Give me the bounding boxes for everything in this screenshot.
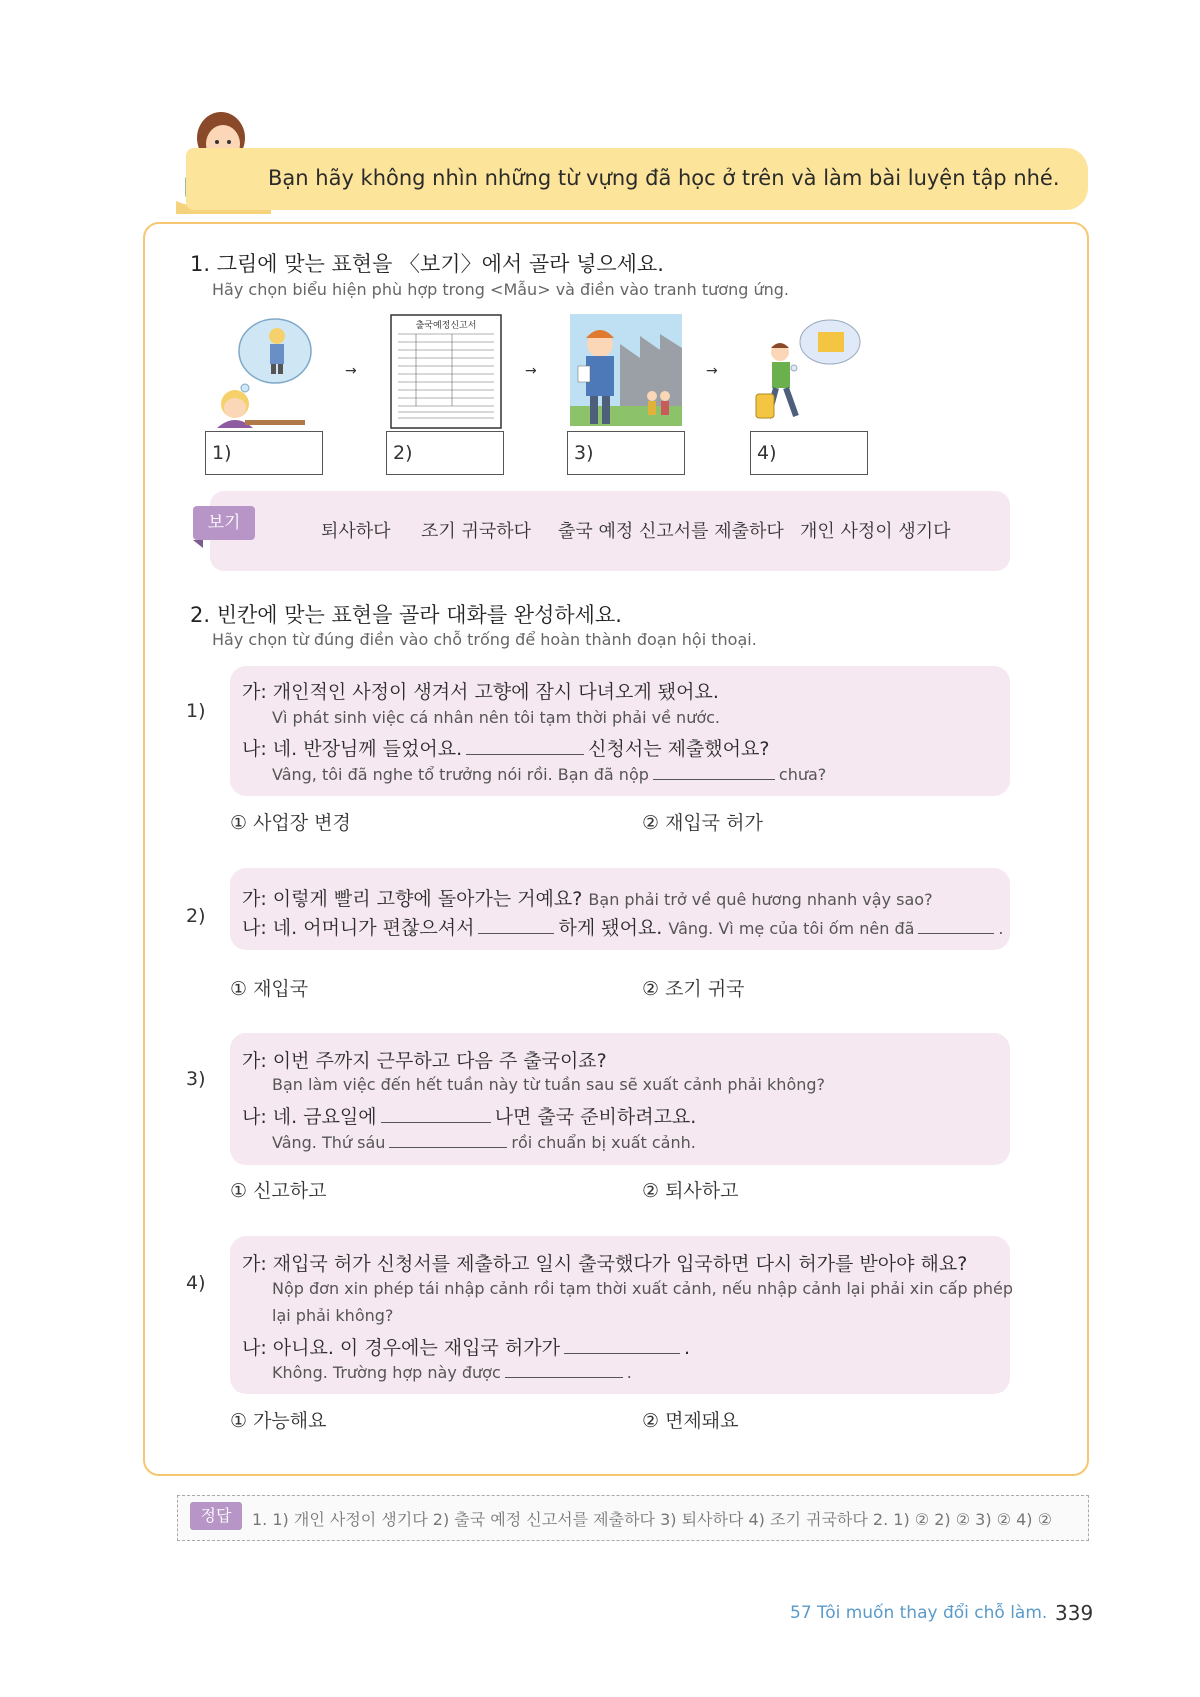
item-3-option-1[interactable]: ① 신고하고 (230, 1180, 327, 1202)
picture-thinking-man (205, 316, 315, 428)
answer-box-1[interactable] (205, 431, 323, 475)
example-word-1: 퇴사하다 (321, 521, 391, 542)
item-1-translation-blank (653, 778, 775, 780)
item-2-speaker-b (242, 913, 1004, 940)
item-3-speaker-b (242, 1102, 696, 1129)
q2-subtitle: Hãy chọn từ đúng điền vào chỗ trống để hoàn thành đoạn hội thoại. (212, 630, 757, 649)
item-3-speaker-b-part2: 나면 출국 준비하려고요. (494, 1106, 697, 1128)
answer-box-4[interactable] (750, 431, 868, 475)
item-3-translation-part2: rồi chuẩn bị xuất cảnh. (511, 1133, 696, 1152)
item-2-option-1[interactable]: ① 재입국 (230, 978, 309, 1000)
item-1-speaker-b-translation (272, 765, 826, 784)
item-3-speaker-b-translation (272, 1133, 696, 1152)
item-3-translation-blank (389, 1146, 507, 1148)
item-4-translation-blank (505, 1376, 623, 1378)
arrow-1: → (345, 363, 357, 379)
banner-text: Bạn hãy không nhìn những từ vựng đã học ở trên và làm bài luyện tập nhé. (268, 166, 1060, 190)
item-4-option-1[interactable]: ① 가능해요 (230, 1410, 327, 1432)
item-2-speaker-a (242, 884, 933, 911)
item-1-option-1[interactable]: ① 사업장 변경 (230, 812, 351, 834)
picture-traveler-home (750, 318, 862, 426)
example-word-2: 조기 귀국하다 (421, 521, 532, 542)
item-1-option-2[interactable]: ② 재입국 허가 (642, 812, 763, 834)
item-4-speaker-b (242, 1333, 690, 1360)
example-tab-fold (193, 540, 203, 548)
item-1-translation-part2: chưa? (778, 765, 827, 784)
answer-box-1-label: 1) (212, 442, 232, 464)
item-3-speaker-a-translation: Bạn làm việc đến hết tuần này từ tuần sau sẽ xuất cảnh phải không? (272, 1075, 826, 1094)
form-heading: 출국예정신고서 (415, 321, 477, 331)
page-number: 339 (1055, 1601, 1094, 1625)
item-1-speaker-a-translation: Vì phát sinh việc cá nhân nên tôi tạm thời phải về nước. (272, 708, 720, 727)
answer-box-3[interactable] (567, 431, 685, 475)
item-2-speaker-a-korean: 가: 이렇게 빨리 고향에 돌아가는 거예요? (242, 888, 583, 910)
item-1-translation-part1: Vâng, tôi đã nghe tổ trưởng nói rồi. Bạn đã nộp (272, 765, 649, 784)
item-1-number: 1) (186, 700, 206, 722)
item-3-translation-part1: Vâng. Thứ sáu (272, 1133, 386, 1152)
picture-departure-form (390, 314, 502, 429)
q2-title: 2. 빈칸에 맞는 표현을 골라 대화를 완성하세요. (190, 603, 622, 627)
item-1-speaker-a: 가: 개인적인 사정이 생겨서 고향에 잠시 다녀오게 됐어요. (242, 681, 719, 703)
item-2-translation-part2: . (998, 919, 1004, 938)
answer-box-3-label: 3) (574, 442, 594, 464)
item-3-number: 3) (186, 1068, 206, 1090)
picture-worker-factory (570, 314, 682, 426)
item-4-speaker-a-translation-line1: Nộp đơn xin phép tái nhập cảnh rồi tạm thời xuất cảnh, nếu nhập cảnh lại phải xin cấp phép (272, 1279, 1014, 1298)
item-4-speaker-a-translation-line2: lại phải không? (272, 1306, 394, 1325)
arrow-2: → (525, 363, 537, 379)
answer-key-label: 정답 (190, 1502, 242, 1530)
example-word-3: 출국 예정 신고서를 제출하다 (558, 521, 784, 542)
item-4-option-2[interactable]: ② 면제돼요 (642, 1410, 739, 1432)
answer-box-2[interactable] (386, 431, 504, 475)
item-1-speaker-b-part2: 신청서는 제출했어요? (588, 738, 770, 760)
answer-box-4-label: 4) (757, 442, 777, 464)
arrow-3: → (706, 363, 718, 379)
item-3-speaker-a: 가: 이번 주까지 근무하고 다음 주 출국이죠? (242, 1050, 607, 1072)
item-4-number: 4) (186, 1272, 206, 1294)
item-4-speaker-a: 가: 재입국 허가 신청서를 제출하고 일시 출국했다가 입국하면 다시 허가를 받아야 해요? (242, 1253, 968, 1275)
item-2-translation-blank (918, 932, 994, 934)
item-4-blank[interactable] (564, 1352, 680, 1354)
item-2-translation-part1: Vâng. Vì mẹ của tôi ốm nên đã (668, 919, 915, 938)
answer-box-2-label: 2) (393, 442, 413, 464)
q1-subtitle: Hãy chọn biểu hiện phù hợp trong <Mẫu> và điền vào tranh tương ứng. (212, 280, 789, 299)
item-4-translation-part2: . (626, 1363, 632, 1382)
item-1-speaker-b (242, 734, 769, 761)
q1-title: 1. 그림에 맞는 표현을 〈보기〉에서 골라 넣으세요. (190, 252, 664, 276)
item-4-speaker-b-part1: 나: 아니요. 이 경우에는 재입국 허가가 (242, 1337, 560, 1359)
item-2-speaker-b-part2: 하게 됐어요. (558, 917, 663, 939)
item-1-speaker-b-part1: 나: 네. 반장님께 들었어요. (242, 738, 463, 760)
item-2-number: 2) (186, 905, 206, 927)
item-3-option-2[interactable]: ② 퇴사하고 (642, 1180, 739, 1202)
item-4-speaker-b-translation (272, 1363, 632, 1382)
item-3-speaker-b-part1: 나: 네. 금요일에 (242, 1106, 377, 1128)
item-2-option-2[interactable]: ② 조기 귀국 (642, 978, 745, 1000)
item-1-blank[interactable] (466, 753, 584, 755)
item-4-speaker-b-part2: . (683, 1337, 690, 1359)
item-2-speaker-b-part1: 나: 네. 어머니가 편찮으셔서 (242, 917, 475, 939)
item-2-blank[interactable] (478, 932, 554, 934)
answer-key-text: 1. 1) 개인 사정이 생기다 2) 출국 예정 신고서를 제출하다 3) 퇴사하다 4) 조기 귀국하다 2. 1) ② 2) ② 3) ② 4) ② (252, 1510, 1052, 1529)
example-label: 보기 (193, 506, 255, 540)
item-3-blank[interactable] (381, 1121, 491, 1123)
lesson-title: 57 Tôi muốn thay đổi chỗ làm. (790, 1603, 1048, 1623)
example-word-4: 개인 사정이 생기다 (800, 521, 951, 542)
item-2-speaker-a-translation: Bạn phải trở về quê hương nhanh vậy sao? (588, 890, 933, 909)
item-4-translation-part1: Không. Trường hợp này được (272, 1363, 501, 1382)
